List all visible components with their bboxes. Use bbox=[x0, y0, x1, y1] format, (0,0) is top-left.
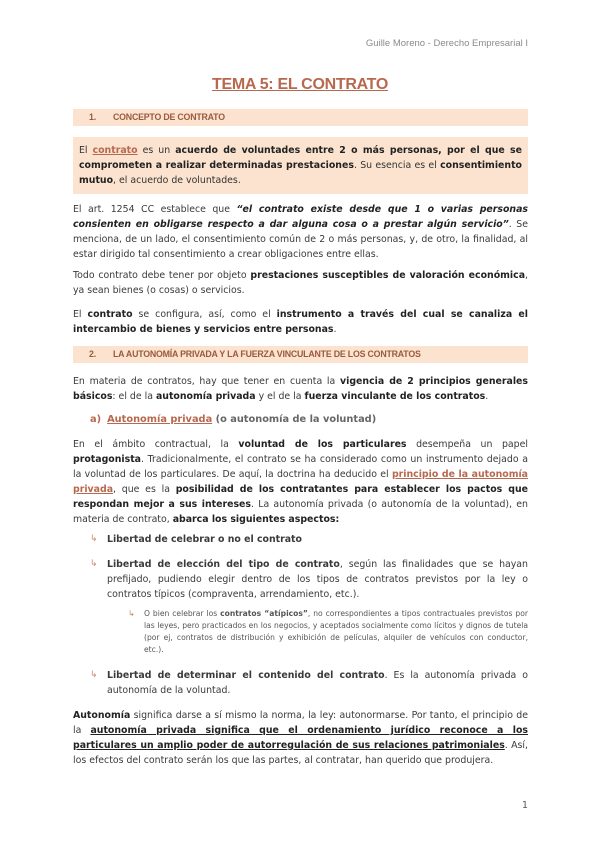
paragraph-ambito: En el ámbito contractual, la voluntad de los particulares desempeña un papel protagonista. Tradicionalmente, el contrato se ha considerado como un instrumento dejado a la voluntad de los particulares. De aquí, la doctrina ha deducido el principio de la autonomía privada, que es la posibilidad de los contratantes para establecer los pactos que respondan mejor a sus intereses. La autonomía privada (o autonomía de la voluntad), en materia de contrato, abarca los siguientes aspectos: bbox=[73, 439, 529, 525]
list-item: ↳ Libertad de determinar el contenido del contrato. Es la autonomía privada o autonomía de la voluntad. bbox=[90, 670, 528, 696]
paragraph-principios: En materia de contratos, hay que tener en cuenta la vigencia de 2 principios generales básicos: el de la autonomía privada y el de la fuerza vinculante de los contratos. bbox=[73, 376, 528, 402]
list-item: ↳ Libertad de celebrar o no el contrato bbox=[90, 534, 302, 545]
arrow-icon: ↳ bbox=[90, 670, 98, 680]
page-number: 1 bbox=[522, 800, 528, 811]
page-header: Guille Moreno - Derecho Empresarial I bbox=[365, 38, 528, 49]
arrow-icon: ↳ bbox=[90, 559, 98, 569]
paragraph-art-1254: El art. 1254 CC establece que “el contrato existe desde que 1 o varias personas consienten en obligarse respecto a dar alguna cosa o a prestar algún servicio”. Se menciona, de un lado, el consentimiento común de 2 o más personas, y, de otro, la finalidad, al estar dirigido tal consentimiento a crear obligaciones entre ellas. bbox=[73, 204, 529, 260]
keyword-principio: principio de la autonomía privada bbox=[73, 469, 529, 495]
page-title: TEMA 5: EL CONTRATO bbox=[212, 76, 388, 93]
paragraph-instrumento: El contrato se configura, así, como el instrumento a través del cual se canaliza el intercambio de bienes y servicios entre personas. bbox=[73, 309, 528, 335]
paragraph-objeto: Todo contrato debe tener por objeto prestaciones susceptibles de valoración económica, ya sean bienes (o cosas) o servicios. bbox=[73, 270, 528, 296]
sub-list-item: ↳ O bien celebrar los contratos “atípicos”, no correspondientes a tipos contractuales previstos por las leyes, pero practicados en los negocios, y aceptados socialmente como lícitos y dignos de tutela (por ej, contratos de distribución y exhibición de películas, alquiler de vehículos con conductor, etc.). bbox=[128, 609, 528, 654]
subheading-autonomia: a) Autonomía privada (o autonomía de la voluntad) bbox=[90, 414, 377, 425]
keyword-contrato: contrato bbox=[92, 145, 138, 156]
section-label: LA AUTONOMÍA PRIVADA Y LA FUERZA VINCULANTE DE LOS CONTRATOS bbox=[113, 349, 421, 359]
section-heading-2 bbox=[73, 346, 528, 363]
section-label: CONCEPTO DE CONTRATO bbox=[113, 112, 225, 122]
paragraph-autonomia-definicion: Autonomía significa darse a sí mismo la norma, la ley: autonormarse. Por tanto, el principio de la autonomía privada significa que el ordenamiento jurídico reconoce a los particulares un amplio poder de autorregulación de sus relaciones patrimoniales. Así, los efectos del contrato serán los que las partes, al contratar, han querido que produjera. bbox=[73, 710, 528, 766]
section-number: 1. bbox=[89, 112, 96, 122]
section-heading-1 bbox=[73, 109, 528, 126]
arrow-icon: ↳ bbox=[90, 534, 98, 544]
section-number: 2. bbox=[89, 349, 96, 359]
arrow-icon: ↳ bbox=[128, 609, 135, 618]
definition-box: El contrato es un acuerdo de voluntades entre 2 o más personas, por el que se comprometen a realizar determinadas prestaciones. Su esencia es el consentimiento mutuo, el acuerdo de voluntades. bbox=[73, 137, 528, 194]
legal-quote: “el contrato existe desde que 1 o varias personas consienten en obligarse respecto a dar alguna cosa o a prestar algún servicio” bbox=[73, 204, 529, 230]
list-item: ↳ Libertad de elección del tipo de contrato, según las finalidades que se hayan prefijado, pudiendo elegir dentro de los tipos de contratos previstos por la ley o contratos típicos (compraventa, arrendamiento, etc.). bbox=[90, 559, 528, 600]
